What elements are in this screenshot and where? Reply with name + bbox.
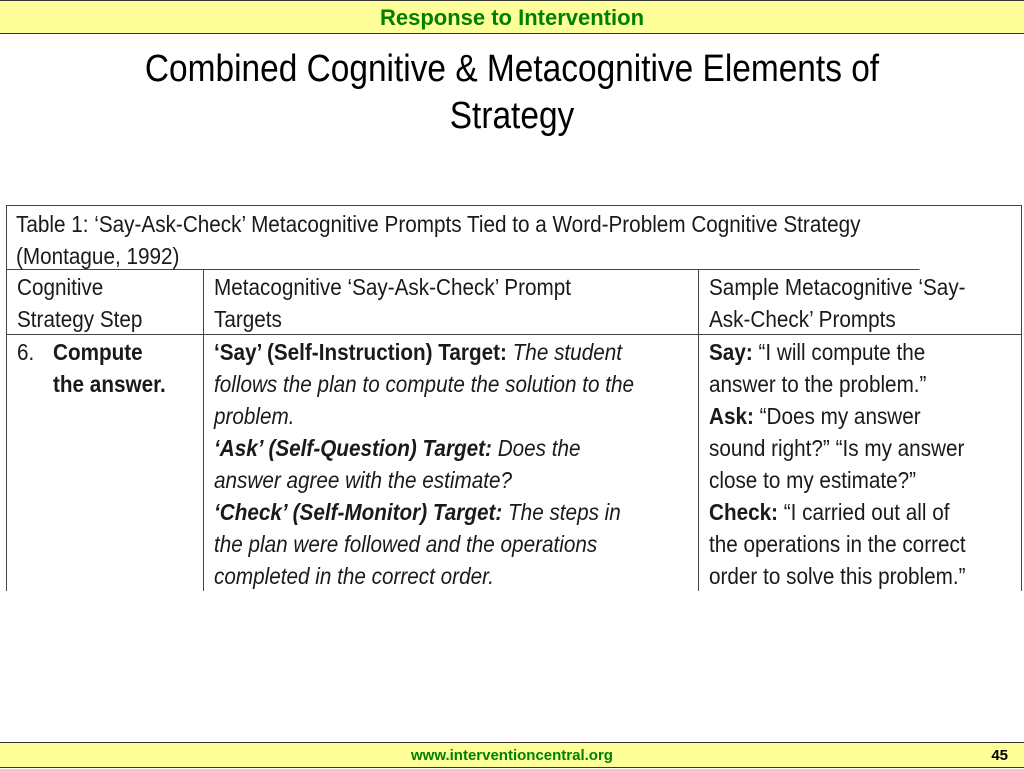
step-cell: [7, 335, 204, 591]
table-header-row: [7, 270, 1021, 335]
prompt-say-text1: “I will compute the: [758, 339, 926, 365]
prompt-ask-label: Ask:: [709, 403, 754, 429]
prompt-check-text2: the operations in the correct: [709, 531, 966, 557]
check-target-label: ‘Check’ (Self-Monitor) Target:: [214, 499, 503, 525]
say-target-text1: The student: [512, 339, 622, 365]
ask-target-text1: Does the: [497, 435, 581, 461]
header-targets-line1: Metacognitive ‘Say-Ask-Check’ Prompt: [214, 274, 572, 300]
step-number: 6.: [17, 339, 35, 365]
ask-target-text2: answer agree with the estimate?: [214, 467, 513, 493]
header-cell-step: [7, 270, 204, 334]
header-step-line1: Cognitive: [17, 274, 104, 300]
header-prompts-line2: Ask-Check’ Prompts: [709, 306, 896, 332]
step-line1: Compute: [53, 339, 143, 365]
prompt-ask-text1: “Does my answer: [759, 403, 921, 429]
say-target-label: ‘Say’ (Self-Instruction) Target:: [214, 339, 507, 365]
header-banner-text: Response to Intervention: [379, 5, 645, 30]
prompt-ask-text2: sound right?” “Is my answer: [709, 435, 965, 461]
targets-cell: [204, 335, 699, 591]
header-cell-targets: [204, 270, 699, 334]
prompt-say-label: Say:: [709, 339, 753, 365]
prompts-cell: [699, 335, 1021, 591]
header-targets-line2: Targets: [214, 306, 282, 332]
table-caption-line2: (Montague, 1992): [16, 243, 180, 269]
check-target-text3: completed in the correct order.: [214, 563, 494, 589]
ask-target-label: ‘Ask’ (Self-Question) Target:: [214, 435, 492, 461]
slide-title-line1: Combined Cognitive & Metacognitive Elements of: [144, 48, 880, 90]
prompt-ask-text3: close to my estimate?”: [709, 467, 917, 493]
prompt-check-label: Check:: [709, 499, 779, 525]
say-target-text2: follows the plan to compute the solution to the: [214, 371, 635, 397]
check-target-text2: the plan were followed and the operations: [214, 531, 598, 557]
prompt-check-text1: “I carried out all of: [783, 499, 950, 525]
footer-banner: [0, 742, 1024, 768]
table-caption-line1: Table 1: ‘Say-Ask-Check’ Metacognitive Prompts Tied to a Word-Problem Cognitive Strategy: [16, 211, 861, 237]
table-caption: [7, 206, 920, 270]
slide-title: [97, 46, 928, 140]
page-number: 45: [991, 747, 1008, 764]
slide-title-line2: Strategy: [449, 95, 575, 137]
header-prompts-line1: Sample Metacognitive ‘Say-: [709, 274, 966, 300]
header-cell-prompts: [699, 270, 1021, 334]
step-line2: the answer.: [53, 371, 166, 397]
header-banner: [0, 0, 1024, 34]
strategy-table: [6, 205, 1022, 591]
table-row: [7, 335, 1021, 591]
header-step-line2: Strategy Step: [17, 306, 143, 332]
say-target-text3: problem.: [214, 403, 295, 429]
prompt-check-text3: order to solve this problem.”: [709, 563, 966, 589]
prompt-say-text2: answer to the problem.”: [709, 371, 927, 397]
check-target-text1: The steps in: [508, 499, 621, 525]
footer-url[interactable]: www.interventioncentral.org: [411, 747, 613, 764]
